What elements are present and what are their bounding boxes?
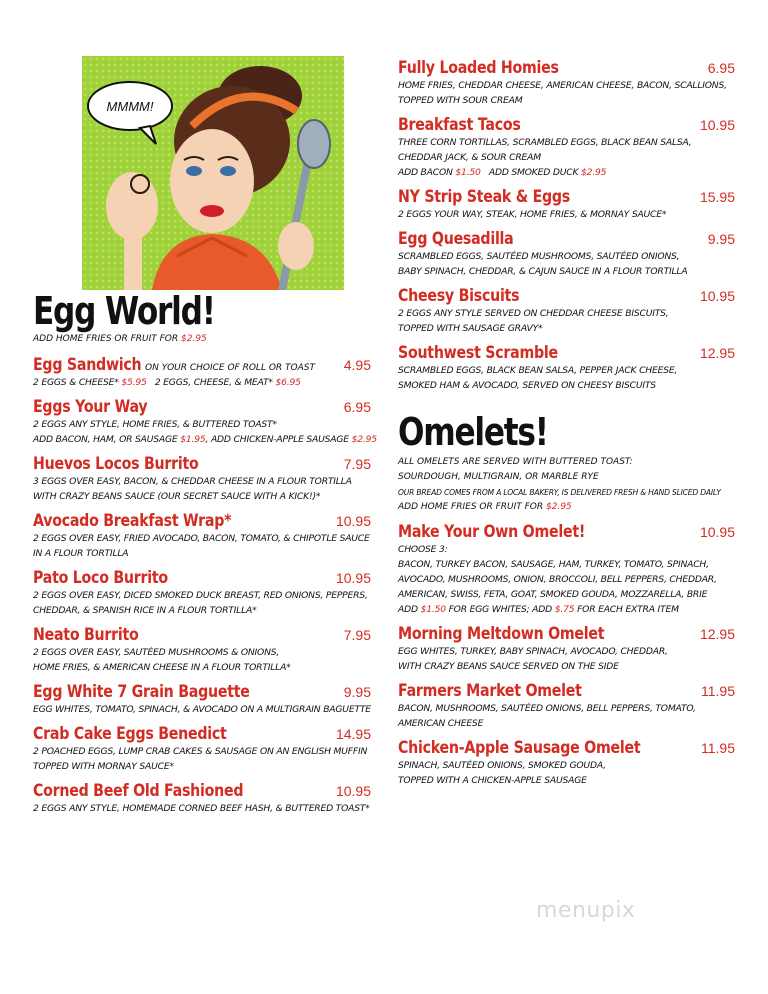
description-text: 3 EGGS OVER EASY, BACON, & CHEDDAR CHEESE IN A FLOUR TORTILLA [33,476,352,487]
description-text: CHEDDAR JACK, & SOUR CREAM [398,152,541,163]
menu-item-price: 10.95 [699,524,735,540]
description-text: 2 POACHED EGGS, LUMP CRAB CAKES & SAUSAGE ON AN ENGLISH MUFFIN [33,746,368,757]
menu-item-price: 10.95 [699,117,735,133]
menu-item-description-line [398,264,735,279]
menu-item-price: 15.95 [699,189,735,205]
menu-item-description-line [398,249,735,264]
description-text: EGG WHITES, TURKEY, BABY SPINACH, AVOCADO, CHEDDAR, [398,646,668,657]
menu-item-header [398,681,735,701]
menu-item-title-wrap [33,724,258,744]
note-text: ADD HOME FRIES OR FRUIT FOR [33,334,181,344]
woman-with-ladle-image [82,56,344,290]
description-text: SPINACH, SAUTÉED ONIONS, SMOKED GOUDA, [398,760,606,771]
menu-item-description-line [33,546,371,561]
menu-item [398,624,735,674]
description-text: HOME FRIES, & AMERICAN CHEESE IN A FLOUR TORTILLA* [33,662,291,673]
menu-item-header [33,625,371,645]
description-text: 2 EGGS ANY STYLE SERVED ON CHEDDAR CHEESE BISCUITS, [398,308,669,319]
menu-item-description-line [33,375,371,390]
description-text: 2 EGGS ANY STYLE, HOME FRIES, & BUTTERED TOAST* [33,419,277,430]
description-text: ADD BACON [398,167,456,178]
menu-item-header [33,781,371,801]
menu-item-description-line [33,744,371,759]
menu-item-header [398,624,735,644]
menu-item-title-wrap [398,187,598,207]
menu-item [398,343,735,393]
menu-item-inline-note: ON YOUR CHOICE OF ROLL OR TOAST [145,363,315,373]
menu-item-name: Egg Quesadilla [398,229,514,248]
menu-item-description-line [33,588,371,603]
menu-item-description-line [398,363,735,378]
description-text: 2 EGGS OVER EASY, FRIED AVOCADO, BACON, TOMATO, & CHIPOTLE SAUCE [33,533,370,544]
menu-item-description-line [398,557,735,572]
menu-item-title-wrap [33,625,156,645]
menu-item [33,511,371,561]
omelets-intro-1: ALL OMELETS ARE SERVED WITH BUTTERED TOAST: [398,457,633,467]
egg-world-items [33,355,377,816]
menu-item-header [398,286,735,306]
menu-item [33,781,371,816]
menu-item-description-line [398,150,735,165]
menu-item-description-line [398,602,735,617]
menu-item-title-wrap [398,343,584,363]
breakfast-specials-items [398,58,735,393]
menu-item [33,568,371,618]
menu-item-header [33,454,371,474]
menu-item-description-line [398,572,735,587]
description-text: 2 EGGS & CHEESE* [33,377,122,388]
menu-item-title-wrap [398,58,585,78]
menu-item-header [398,187,735,207]
menu-item-header [398,229,735,249]
menu-item-name: Egg White 7 Grain Baguette [33,682,250,701]
menu-item-price: 9.95 [707,231,735,247]
menu-item-price: 10.95 [335,783,371,799]
menu-item-price: 14.95 [335,726,371,742]
menu-item-description-line [398,135,735,150]
menu-item-description-line [33,489,371,504]
menu-item [33,724,371,774]
menu-item-name: NY Strip Steak & Eggs [398,187,570,206]
menu-item-price: 11.95 [701,683,735,699]
menu-item-name: Chicken-Apple Sausage Omelet [398,738,641,757]
menu-item [398,738,735,788]
menu-item-description-line [398,659,735,674]
menu-item-name: Morning Meltdown Omelet [398,624,605,643]
menu-item-header [33,568,371,588]
menu-item-description-line [398,587,735,602]
menu-item [33,397,377,447]
description-text: ADD [398,604,421,615]
menu-item-title-wrap [33,397,166,417]
price-addon: $1.95 [180,434,206,445]
omelet-items [398,522,735,788]
menu-item-title-wrap [398,681,612,701]
menu-item-description-line [33,531,371,546]
description-text: SCRAMBLED EGGS, BLACK BEAN SALSA, PEPPER JACK CHEESE, [398,365,678,376]
menu-item-name: Cheesy Biscuits [398,286,520,305]
menu-item-header [33,355,371,375]
menu-item-title-wrap [398,286,539,306]
menu-item-price: 6.95 [707,60,735,76]
egg-world-title: Egg World! [33,289,215,333]
menu-item-description-line [33,759,371,774]
description-text: TOPPED WITH SAUSAGE GRAVY* [398,323,543,334]
description-text: SCRAMBLED EGGS, SAUTÉED MUSHROOMS, SAUTÉED ONIONS, [398,251,680,262]
description-text: TOPPED WITH SOUR CREAM [398,95,523,106]
omelets-note [398,500,735,515]
menu-item [398,115,735,180]
note-price: $2.95 [546,502,572,512]
menu-item-price: 4.95 [343,357,371,373]
menu-item-name: Southwest Scramble [398,343,558,362]
menu-item-header [398,58,735,78]
menu-item-name: Breakfast Tacos [398,115,521,134]
description-text: THREE CORN TORTILLAS, SCRAMBLED EGGS, BLACK BEAN SALSA, [398,137,692,148]
price-addon: $1.50 [455,167,481,178]
menu-item-name: Make Your Own Omelet! [398,522,586,541]
description-text: EGG WHITES, TOMATO, SPINACH, & AVOCADO ON A MULTIGRAIN BAGUETTE [33,704,371,715]
price-addon: $5.95 [121,377,147,388]
menu-item-description-line [33,660,371,675]
description-text: BABY SPINACH, CHEDDAR, & CAJUN SAUCE IN A FLOUR TORTILLA [398,266,688,277]
menu-item-name: Crab Cake Eggs Benedict [33,724,227,743]
menu-item [398,187,735,222]
menu-item-description-line [398,321,735,336]
menu-item-description-line [33,702,371,717]
price-addon: $6.95 [275,377,301,388]
description-text: ADD BACON, HAM, OR SAUSAGE [33,434,181,445]
menu-item-description-line [33,645,371,660]
menu-item-header [33,511,371,531]
menu-item-name: Avocado Breakfast Wrap* [33,511,232,530]
description-text: TOPPED WITH A CHICKEN-APPLE SAUSAGE [398,775,587,786]
omelets-section [398,411,735,788]
menu-item-title-wrap [33,781,277,801]
description-text: IN A FLOUR TORTILLA [33,548,129,559]
description-text: WITH CRAZY BEANS SAUCE (OUR SECRET SAUCE WITH A KICK!)* [33,491,321,502]
menu-item-description-line [398,773,735,788]
menu-item-title-wrap [33,568,190,588]
egg-world-note [33,332,371,347]
menu-item [33,454,371,504]
menu-item-price: 10.95 [335,513,371,529]
menupix-watermark: menupix [536,898,636,923]
menu-item [398,286,735,336]
price-addon: $2.95 [581,167,607,178]
menu-item [33,625,371,675]
menu-item-name: Farmers Market Omelet [398,681,582,700]
description-text: BACON, TURKEY BACON, SAUSAGE, HAM, TURKEY, TOMATO, SPINACH, [398,559,709,570]
description-text: CHEDDAR, & SPANISH RICE IN A FLOUR TORTILLA* [33,605,257,616]
description-text: HOME FRIES, CHEDDAR CHEESE, AMERICAN CHEESE, BACON, SCALLIONS, [398,80,727,91]
menu-item-name: Egg Sandwich [33,355,142,374]
menu-item [398,681,735,731]
menu-item-description-line [398,207,735,222]
speech-bubble-text: MMMM! [106,99,154,114]
menu-item [398,522,735,617]
omelets-title: Omelets! [398,410,548,454]
omelets-intro-2: SOURDOUGH, MULTIGRAIN, OR MARBLE RYE [398,472,599,482]
note-text: ADD HOME FRIES OR FRUIT FOR [398,502,546,512]
menu-item-description-line [398,716,735,731]
menu-item-price: 6.95 [343,399,371,415]
menu-item-description-line [33,417,371,432]
description-text: FOR EGG WHITES; ADD [445,604,555,615]
menu-item-title-wrap [33,511,264,531]
description-text: CHOOSE 3: [398,544,448,555]
menu-item-price: 7.95 [343,456,371,472]
menu-item-price: 9.95 [343,684,371,700]
price-addon: $2.95 [351,434,377,445]
menu-item-header [398,738,735,758]
description-text: FOR EACH EXTRA ITEM [574,604,679,615]
description-text: TOPPED WITH MORNAY SAUCE* [33,761,174,772]
menu-item-title-wrap [398,229,532,249]
menu-item-title-wrap [398,522,616,542]
menu-item-price: 12.95 [699,345,735,361]
menu-item-description-line [398,93,735,108]
menu-item-description-line [33,603,371,618]
omelets-intro-3: OUR BREAD COMES FROM A LOCAL BAKERY, IS DELIVERED FRESH & HAND SLICED DAILY [398,488,721,497]
menu-item-description-line [33,432,377,447]
price-addon: $.75 [554,604,575,615]
menu-item-name: Corned Beef Old Fashioned [33,781,244,800]
menu-item-price: 10.95 [699,288,735,304]
menu-item-title-wrap [33,682,285,702]
menu-item-header [398,115,735,135]
menu-item-description-line [33,474,371,489]
menu-item [398,229,735,279]
right-column [398,58,735,788]
description-text: 2 EGGS OVER EASY, SAUTÉED MUSHROOMS & ONIONS, [33,647,280,658]
description-text: AMERICAN CHEESE [398,718,484,729]
description-text: 2 EGGS OVER EASY, DICED SMOKED DUCK BREAST, RED ONIONS, PEPPERS, [33,590,368,601]
menu-item [33,355,371,390]
menu-item-header [33,724,371,744]
menu-item-title-wrap [33,454,225,474]
menu-item-description-line [398,542,735,557]
description-text: 2 EGGS, CHEESE, & MEAT* [146,377,276,388]
menu-item-description-line [33,801,371,816]
note-price: $2.95 [181,334,207,344]
menu-item-title-wrap [33,355,315,375]
menu-item-description-line [398,701,735,716]
menu-item [33,682,371,717]
menu-item-header [33,682,371,702]
description-text: , ADD CHICKEN-APPLE SAUSAGE [205,434,352,445]
description-text: WITH CRAZY BEANS SAUCE SERVED ON THE SIDE [398,661,619,672]
description-text: AVOCADO, MUSHROOMS, ONION, BROCCOLI, BELL PEPPERS, CHEDDAR, [398,574,717,585]
menu-item-price: 12.95 [699,626,735,642]
menu-item-description-line [398,644,735,659]
menu-item-title-wrap [398,115,540,135]
menu-item-description-line [398,378,735,393]
menu-item-price: 7.95 [343,627,371,643]
description-text: SMOKED HAM & AVOCADO, SERVED ON CHEESY BISCUITS [398,380,656,391]
menu-item-name: Fully Loaded Homies [398,58,559,77]
description-text: 2 EGGS YOUR WAY, STEAK, HOME FRIES, & MORNAY SAUCE* [398,209,667,220]
menu-item-header [398,343,735,363]
description-text: BACON, MUSHROOMS, SAUTÉED ONIONS, BELL PEPPERS, TOMATO, [398,703,696,714]
menu-item-name: Neato Burrito [33,625,139,644]
menu-item-price: 11.95 [701,740,735,756]
menu-item-description-line [398,165,735,180]
menu-item [398,58,735,108]
menu-item-name: Eggs Your Way [33,397,148,416]
description-text: ADD SMOKED DUCK [480,167,581,178]
menu-item-header [398,522,735,542]
menu-item-name: Huevos Locos Burrito [33,454,199,473]
menu-item-name: Pato Loco Burrito [33,568,168,587]
menu-item-header [33,397,371,417]
egg-world-section [33,289,377,816]
menu-item-description-line [398,306,735,321]
price-addon: $1.50 [420,604,446,615]
description-text: 2 EGGS ANY STYLE, HOMEMADE CORNED BEEF HASH, & BUTTERED TOAST* [33,803,370,814]
menu-item-description-line [398,758,735,773]
pop-art-illustration [82,56,344,290]
menu-item-title-wrap [398,738,680,758]
menu-item-description-line [398,78,735,93]
menu-item-price: 10.95 [335,570,371,586]
menu-item-title-wrap [398,624,638,644]
description-text: AMERICAN, SWISS, FETA, GOAT, SMOKED GOUDA, MOZZARELLA, BRIE [398,589,708,600]
